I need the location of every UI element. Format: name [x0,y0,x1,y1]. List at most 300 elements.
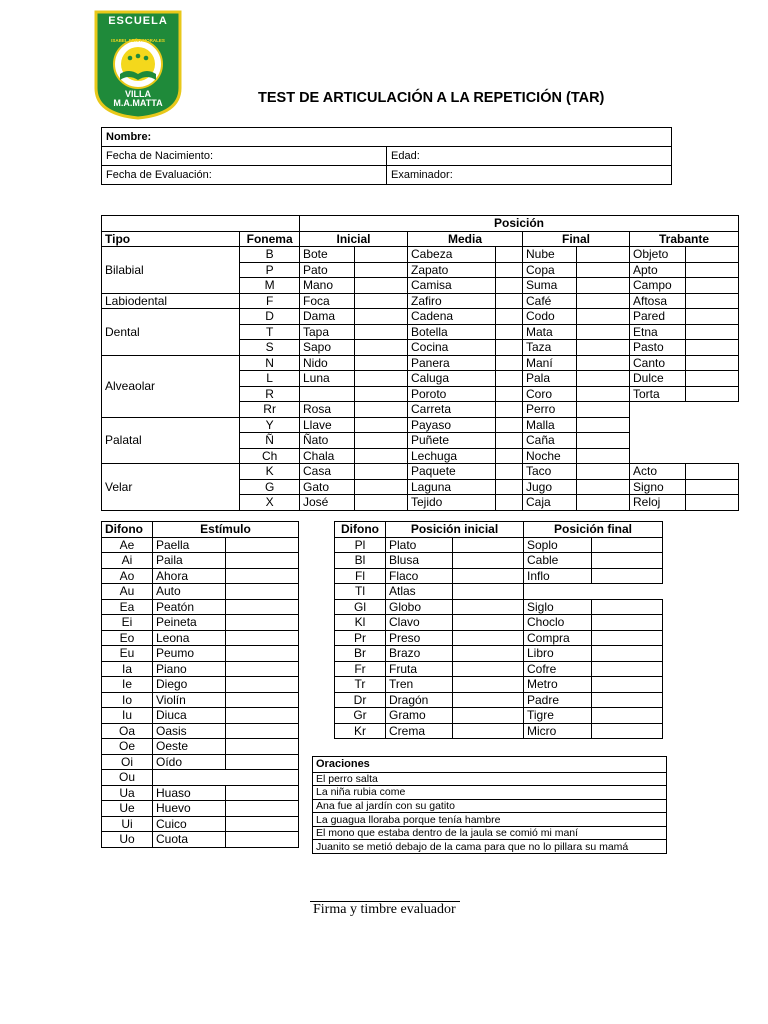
fonema-cell: Y [240,417,300,433]
word-cell: Cadena [408,309,496,325]
word-cell: Botella [408,324,496,340]
score-cell[interactable] [226,553,299,569]
difono-cell: Ui [102,816,153,832]
logo-ring-text: ISABEL PEÑA MORALES [111,38,165,43]
word-cell: Torta [630,386,686,402]
score-cell[interactable] [685,278,739,294]
score-cell[interactable] [496,402,523,418]
cluster-row [335,646,663,662]
estimulo-cell: Cuico [153,816,226,832]
col-estimulo: Estímulo [153,522,299,538]
word-cell: Payaso [408,417,496,433]
difono-cell: Br [335,646,386,662]
col-fonema: Fonema [240,231,300,247]
word-cell: Malla [523,417,577,433]
score-cell[interactable] [355,386,408,402]
difono-cell: Ue [102,801,153,817]
score-cell[interactable] [592,661,663,677]
cluster-row [335,677,663,693]
score-cell[interactable] [226,801,299,817]
score-cell[interactable] [577,417,630,433]
score-cell[interactable] [685,355,739,371]
page-title: TEST DE ARTICULACIÓN A LA REPETICIÓN (TAR) [258,90,605,106]
score-cell[interactable] [577,340,630,356]
word-cell: Acto [630,464,686,480]
difono-cell: Ai [102,553,153,569]
cluster-row [335,630,663,646]
score-cell[interactable] [226,754,299,770]
word-cell: Suma [523,278,577,294]
score-cell[interactable] [577,278,630,294]
score-cell[interactable] [577,495,630,511]
score-cell[interactable] [453,723,524,739]
oraciones-header: Oraciones [313,757,667,773]
empty-cell [630,448,739,464]
score-cell[interactable] [685,464,739,480]
fonema-cell: X [240,495,300,511]
score-cell[interactable] [685,479,739,495]
fonema-cell: K [240,464,300,480]
phoneme-table [101,215,739,511]
word-cell: Puñete [408,433,496,449]
phoneme-row [102,355,739,371]
diphthong-row [102,832,299,848]
score-cell[interactable] [355,417,408,433]
tipo-cell: Palatal [102,417,240,464]
word-cell: Nido [300,355,355,371]
score-cell[interactable] [496,355,523,371]
diphthong-row [102,816,299,832]
edad-field[interactable]: Edad: [387,147,672,166]
diphthong-row [102,801,299,817]
score-cell[interactable] [226,739,299,755]
estimulo-cell: Piano [153,661,226,677]
word-cell: Luna [300,371,355,387]
score-cell[interactable] [453,615,524,631]
tipo-cell: Bilabial [102,247,240,294]
score-cell[interactable] [355,278,408,294]
fonema-cell: L [240,371,300,387]
difono-cell: Kr [335,723,386,739]
difono-cell: Ea [102,599,153,615]
fonema-cell: Ch [240,448,300,464]
col-final: Final [523,231,630,247]
tipo-cell: Dental [102,309,240,356]
estimulo-cell: Oasis [153,723,226,739]
score-cell[interactable] [453,599,524,615]
diphthong-row [102,661,299,677]
score-cell[interactable] [453,553,524,569]
score-cell[interactable] [453,537,524,553]
sentence-cell: El perro salta [313,772,667,786]
phoneme-row [102,417,739,433]
score-cell[interactable] [592,723,663,739]
score-cell[interactable] [496,495,523,511]
inicial-word-cell: Plato [386,537,453,553]
difono-cell: Fl [335,568,386,584]
difono-cell: Iu [102,708,153,724]
score-cell[interactable] [355,433,408,449]
score-cell[interactable] [226,630,299,646]
signature-label: Firma y timbre evaluador [313,902,456,917]
difono-cell: Oe [102,739,153,755]
score-cell[interactable] [685,262,739,278]
score-cell[interactable] [453,677,524,693]
word-cell: Noche [523,448,577,464]
word-cell: Perro [523,402,577,418]
score-cell[interactable] [496,433,523,449]
difono-cell: Ua [102,785,153,801]
word-cell: Etna [630,324,686,340]
difono-cell: Tr [335,677,386,693]
score-cell[interactable] [496,386,523,402]
score-cell[interactable] [592,708,663,724]
score-cell[interactable] [496,262,523,278]
logo-bottom-line2: M.A.MATTA [113,98,163,108]
word-cell: Caña [523,433,577,449]
score-cell[interactable] [355,340,408,356]
difono-cell: Dr [335,692,386,708]
fonema-cell: P [240,262,300,278]
sentence-cell: El mono que estaba dentro de la jaula se comió mi maní [313,826,667,840]
score-cell[interactable] [453,630,524,646]
phoneme-row [102,293,739,309]
score-cell[interactable] [226,832,299,848]
inicial-word-cell: Gramo [386,708,453,724]
score-cell[interactable] [355,355,408,371]
estimulo-cell: Oído [153,754,226,770]
word-cell [300,386,355,402]
fonema-cell: T [240,324,300,340]
inicial-word-cell: Flaco [386,568,453,584]
difono-cell: Ia [102,661,153,677]
final-word-cell: Inflo [524,568,592,584]
score-cell[interactable] [226,568,299,584]
sentence-cell: La niña rubia come [313,786,667,800]
estimulo-cell: Paila [153,553,226,569]
word-cell: Aftosa [630,293,686,309]
logo-bottom-line1: VILLA [125,89,151,99]
score-cell[interactable] [577,309,630,325]
score-cell[interactable] [355,247,408,263]
inicial-word-cell: Brazo [386,646,453,662]
score-cell[interactable] [577,448,630,464]
fonema-cell: G [240,479,300,495]
word-cell: Campo [630,278,686,294]
score-cell[interactable] [355,371,408,387]
inicial-word-cell: Blusa [386,553,453,569]
difono-cell: Tl [335,584,386,600]
inicial-word-cell: Globo [386,599,453,615]
score-cell[interactable] [592,630,663,646]
score-cell[interactable] [496,247,523,263]
word-cell: Taza [523,340,577,356]
word-cell: Apto [630,262,686,278]
fonema-cell: B [240,247,300,263]
score-cell[interactable] [577,247,630,263]
word-cell: Mano [300,278,355,294]
word-cell: Carreta [408,402,496,418]
word-cell: Pato [300,262,355,278]
sentence-cell: La guagua lloraba porque tenía hambre [313,813,667,827]
diphthong-row [102,708,299,724]
score-cell[interactable] [577,262,630,278]
score-cell[interactable] [496,479,523,495]
score-cell[interactable] [592,677,663,693]
score-cell[interactable] [592,537,663,553]
score-cell[interactable] [592,692,663,708]
score-cell[interactable] [577,464,630,480]
score-cell[interactable] [226,692,299,708]
fonema-cell: Rr [240,402,300,418]
tipo-cell: Alveaolar [102,355,240,417]
score-cell[interactable] [226,708,299,724]
word-cell: Chala [300,448,355,464]
score-cell[interactable] [453,568,524,584]
score-cell[interactable] [577,371,630,387]
score-cell[interactable] [355,262,408,278]
word-cell: Signo [630,479,686,495]
score-cell[interactable] [453,692,524,708]
final-word-cell: Siglo [524,599,592,615]
score-cell[interactable] [226,723,299,739]
final-word-cell: Tigre [524,708,592,724]
score-cell[interactable] [355,448,408,464]
score-cell[interactable] [226,661,299,677]
score-cell[interactable] [453,708,524,724]
empty-cell [524,584,663,600]
score-cell[interactable] [496,417,523,433]
score-cell[interactable] [355,479,408,495]
word-cell: Llave [300,417,355,433]
score-cell[interactable] [577,324,630,340]
word-cell: Jugo [523,479,577,495]
phoneme-row [102,309,739,325]
word-cell: Cabeza [408,247,496,263]
consonant-cluster-table [334,521,663,739]
diphthong-row [102,553,299,569]
score-cell[interactable] [496,371,523,387]
tipo-cell: Labiodental [102,293,240,309]
word-cell: Paquete [408,464,496,480]
word-cell: Reloj [630,495,686,511]
estimulo-cell [153,770,299,786]
score-cell[interactable] [355,464,408,480]
word-cell: Caja [523,495,577,511]
final-word-cell: Cofre [524,661,592,677]
score-cell[interactable] [355,324,408,340]
diphthong-row [102,615,299,631]
estimulo-cell: Huevo [153,801,226,817]
diphthong-table [101,521,299,848]
difono-cell: Ao [102,568,153,584]
difono-cell: Bl [335,553,386,569]
estimulo-cell: Diuca [153,708,226,724]
estimulo-cell: Peatón [153,599,226,615]
score-cell[interactable] [355,495,408,511]
score-cell[interactable] [496,448,523,464]
score-cell[interactable] [592,646,663,662]
score-cell[interactable] [592,615,663,631]
word-cell: Foca [300,293,355,309]
fecha-nacimiento-field[interactable]: Fecha de Nacimiento: [102,147,387,166]
estimulo-cell: Ahora [153,568,226,584]
word-cell: Zafiro [408,293,496,309]
word-cell: Pala [523,371,577,387]
score-cell[interactable] [685,247,739,263]
difono-cell: Gl [335,599,386,615]
difono-cell: Ie [102,677,153,693]
score-cell[interactable] [592,553,663,569]
cluster-row [335,661,663,677]
score-cell[interactable] [685,340,739,356]
fonema-cell: F [240,293,300,309]
difono-cell: Oi [102,754,153,770]
word-cell: Cocina [408,340,496,356]
fonema-cell: N [240,355,300,371]
fonema-cell: D [240,309,300,325]
fecha-evaluacion-field[interactable]: Fecha de Evaluación: [102,166,387,185]
score-cell[interactable] [496,340,523,356]
word-cell: Coro [523,386,577,402]
score-cell[interactable] [496,278,523,294]
score-cell[interactable] [577,386,630,402]
examinador-field[interactable]: Examinador: [387,166,672,185]
score-cell[interactable] [453,584,524,600]
difono-cell: Ei [102,615,153,631]
score-cell[interactable] [496,464,523,480]
score-cell[interactable] [226,677,299,693]
score-cell[interactable] [226,584,299,600]
cluster-row [335,723,663,739]
score-cell[interactable] [226,785,299,801]
word-cell: Lechuga [408,448,496,464]
estimulo-cell: Cuota [153,832,226,848]
diphthong-row [102,599,299,615]
score-cell[interactable] [577,402,630,418]
difono-cell: Kl [335,615,386,631]
score-cell[interactable] [453,661,524,677]
cluster-row [335,708,663,724]
word-cell: Nube [523,247,577,263]
col-trabante: Trabante [630,231,739,247]
empty-cell [630,417,739,433]
score-cell[interactable] [577,433,630,449]
word-cell: Tejido [408,495,496,511]
score-cell[interactable] [577,355,630,371]
word-cell: Poroto [408,386,496,402]
tipo-cell: Velar [102,464,240,511]
score-cell[interactable] [685,371,739,387]
score-cell[interactable] [685,309,739,325]
estimulo-cell: Diego [153,677,226,693]
score-cell[interactable] [496,309,523,325]
word-cell: Tapa [300,324,355,340]
score-cell[interactable] [496,293,523,309]
score-cell[interactable] [453,646,524,662]
score-cell[interactable] [592,568,663,584]
difono-cell: Pl [335,537,386,553]
word-cell: Gato [300,479,355,495]
diphthong-row [102,723,299,739]
estimulo-cell: Oeste [153,739,226,755]
diphthong-row [102,568,299,584]
fonema-cell: R [240,386,300,402]
final-word-cell: Compra [524,630,592,646]
score-cell[interactable] [496,324,523,340]
diphthong-row [102,754,299,770]
cluster-row [335,615,663,631]
cluster-row [335,599,663,615]
diphthong-row [102,630,299,646]
inicial-word-cell: Crema [386,723,453,739]
final-word-cell: Choclo [524,615,592,631]
word-cell: Mata [523,324,577,340]
score-cell[interactable] [355,402,408,418]
word-cell: Pasto [630,340,686,356]
final-word-cell: Cable [524,553,592,569]
difono-cell: Eo [102,630,153,646]
word-cell: Objeto [630,247,686,263]
empty-cell [630,433,739,449]
school-logo [94,10,182,120]
col-difono: Difono [335,522,386,538]
cluster-row [335,692,663,708]
diphthong-row [102,739,299,755]
score-cell[interactable] [226,599,299,615]
diphthong-row [102,677,299,693]
posicion-header: Posición [300,216,739,232]
inicial-word-cell: Atlas [386,584,453,600]
word-cell: Laguna [408,479,496,495]
difono-cell: Ae [102,537,153,553]
score-cell[interactable] [226,816,299,832]
score-cell[interactable] [685,495,739,511]
score-cell[interactable] [577,479,630,495]
difono-cell: Eu [102,646,153,662]
word-cell: Codo [523,309,577,325]
sentence-row [313,826,667,840]
score-cell[interactable] [226,615,299,631]
score-cell[interactable] [355,309,408,325]
word-cell: Copa [523,262,577,278]
score-cell[interactable] [577,293,630,309]
empty-corner [102,216,300,232]
sentence-row [313,786,667,800]
phoneme-row [102,247,739,263]
score-cell[interactable] [226,537,299,553]
col-media: Media [408,231,523,247]
score-cell[interactable] [685,386,739,402]
estimulo-cell: Huaso [153,785,226,801]
estimulo-cell: Peumo [153,646,226,662]
sentence-row [313,813,667,827]
diphthong-row [102,584,299,600]
logo-top-text: ESCUELA [108,15,168,27]
score-cell[interactable] [355,293,408,309]
score-cell[interactable] [685,293,739,309]
nombre-field[interactable]: Nombre: [102,128,672,147]
final-word-cell: Micro [524,723,592,739]
score-cell[interactable] [592,599,663,615]
diphthong-row [102,646,299,662]
estimulo-cell: Paella [153,537,226,553]
word-cell: Zapato [408,262,496,278]
score-cell[interactable] [685,324,739,340]
score-cell[interactable] [226,646,299,662]
final-word-cell: Soplo [524,537,592,553]
final-word-cell: Libro [524,646,592,662]
